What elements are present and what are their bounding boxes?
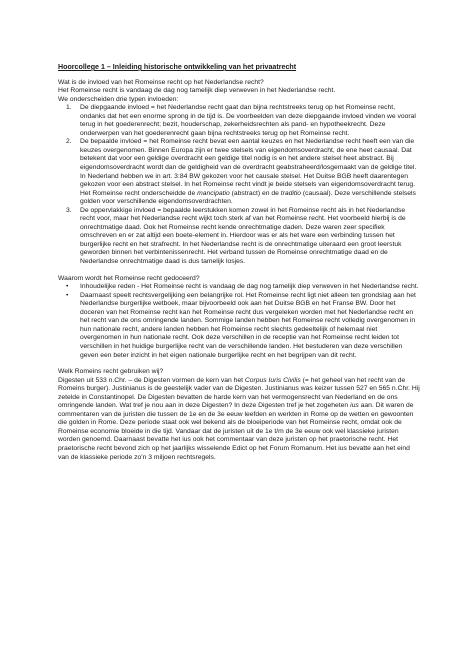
term-traditio: traditio [280,189,302,197]
list-number: 1. [66,104,72,112]
usage-paragraph: Digesten uit 533 n.Chr. – de Digesten vormen de kern van het Corpus Iuris Civilis (= het geheel van het recht van de Romeins burger). Justinianus is de geestelijk vader van de Digesten. Justinianus was keizer tussen 527 en 565 n.Chr. Hij zetelde in Constantinopel. De Digesten bevatten de harde kern van het vermogensrecht van Nederland en de ons omringende landen. Wat tref je nou aan in deze Digesten? In deze Digesten tref je het zogeheten ius aan. Dit waren de commentaren van de juristen die tussen de 1e en de 3e eeuw leefden en werkten in Rome op de wetten en gewoonten die golden in Rome. Deze periode staat ook wel bekend als de bloeiperiode van het Romeinse recht, omdat ook de Romeinse economie bloeide in die tijd. Vandaar dat de juristen uit de 1e t/m de 3e eeuw ook wel klassieke juristen worden genoemd. Daarnaast bevatte het ius ook het commentaar van deze juristen op het praetorische recht. Het praetorische recht bevond zich op het jaarlijks wisselende Edict op het Forum Romanum. Het ius bevatte aan het eind van de klassieke periode zo'n 3 miljoen rechtsregels. [58,376,420,461]
list-number: 2. [66,138,72,146]
list-item [66,138,420,206]
intro-question: Wat is de invloed van het Romeinse recht op het Nederlandse recht? [58,78,264,86]
list-item [66,283,420,292]
bullet-text: Inhoudelijke reden - Het Romeinse recht is vandaag de dag nog tamelijk diep verweven in het Nederlandse recht. [80,283,419,291]
intro-answer: Het Romeinse recht is vandaag de dag nog tamelijk diep verweven in het Nederlandse recht. [58,87,336,95]
page-title: Hoorcollege 1 – Inleiding historische ontwikkeling van het privaatrecht [58,63,297,71]
term-ius: ius [350,402,359,410]
list-item [66,207,420,267]
influence-text: De diepgaande invloed = het Nederlandse recht gaat dan bijna rechtstreeks terug op het Romeinse recht, ondanks dat het een enorme sprong in de tijd is. De voorbeelden van deze diepgaande invloed vinden we vooral terug in het goederenrecht; bezit, houderschap, zekerheidsrechten als pand- en hypotheekrecht. Deze onderwerpen van het goederenrecht gaan bijna rechtstreeks terug op het Romeinse recht. [80,104,416,137]
list-item [66,292,420,360]
bullet-icon: • [66,283,69,291]
usage-question: Welk Romeins recht gebruiken wij? [58,368,164,376]
influence-text: De oppervlakkige invloed = bepaalde leerstukken komen zowel in het Romeinse recht als in het Nederlandse recht voor, maar het Nederlandse recht wijkt toch sterk af van het Romeinse recht. Het voorbeeld hierbij is de onrechtmatige daad. Ook het Romeinse recht kende onrechtmatige daden. Deze waren zeer specifiek omschreven en er zat altijd een boete-element in. Hierdoor was er als het ware een verbinding tussen het burgerlijke recht en het strafrecht. In het Nederlandse recht is de onrechtmatige uiteraard een groot leerstuk geworden binnen het verbintenissenrecht. Het verband tussen de Romeinse onrechtmatige daad en de Nederlandse onrechtmatige daad is dus tamelijk losjes. [80,206,406,266]
term-corpus-iuris-civilis: Corpus Iuris Civilis [244,376,301,384]
list-item [66,104,420,138]
influence-text: De bepaalde invloed = het Romeinse recht bevat een aantal keuzes en het Nederlandse recht heeft een van die keuzes overgenomen. Binnen Europa zijn er twee stelsels van eigendomsoverdracht, de ene heet causaal. Dat betekent dat voor een geldige overdracht een geldige titel nodig is en het andere stelsel heet abstract. Bij eigendomsoverdracht wordt dan de geldigheid van de overdracht geabstraheerd/losgemaakt van de geldige titel. In Nederland hebben we in art. 3:84 BW gekozen voor het causale stelsel. Het Duitse BGB heeft daarentegen gekozen voor een abstract stelsel. In het Romeinse recht vindt je beide stelsels van eigendomsoverdracht terug. Het Romeinse recht onderscheidde de mancipatio (abstract) en de traditio (causaal). Deze verschillende stelsels golden voor verschillende eigendomsoverdrachten. [80,138,417,206]
bullet-text: Daarnaast speelt rechtsvergelijking een belangrijke rol. Het Romeinse recht ligt niet alleen ten grondslag aan het Nederlandse burgerlijke wetboek, maar bijvoorbeeld ook aan het Duitse BGB en het Franse BW. Door het doceren van het Romeinse recht kan het Romeinse recht dus vergeleken worden met het Nederlandse recht en het recht van de ons omringende landen. Sommige landen hebben het Romeinse recht volledig overgenomen in hun nationale recht, andere landen hebben het Romeinse recht slechts gedeeltelijk of helemaal niet overgenomen in hun nationale recht. Ook deze verschillen in de receptie van het Romeinse recht leiden tot verschillen in het huidige burgerlijke recht van de verschillende landen. Het bestuderen van deze verschillen geven een beter inzicht in het eigen nationale burgerlijke recht en het begrijpen van dit recht. [80,291,416,359]
list-number: 3. [66,206,72,214]
taught-list [58,283,420,360]
taught-question: Waarom wordt het Romeinse recht gedoceerd? [58,274,200,282]
influence-list [58,104,420,266]
term-mancipatio: mancipatio [197,189,230,197]
bullet-icon: • [66,291,69,299]
types-lead: We onderscheiden drie typen invloeden: [58,95,179,103]
